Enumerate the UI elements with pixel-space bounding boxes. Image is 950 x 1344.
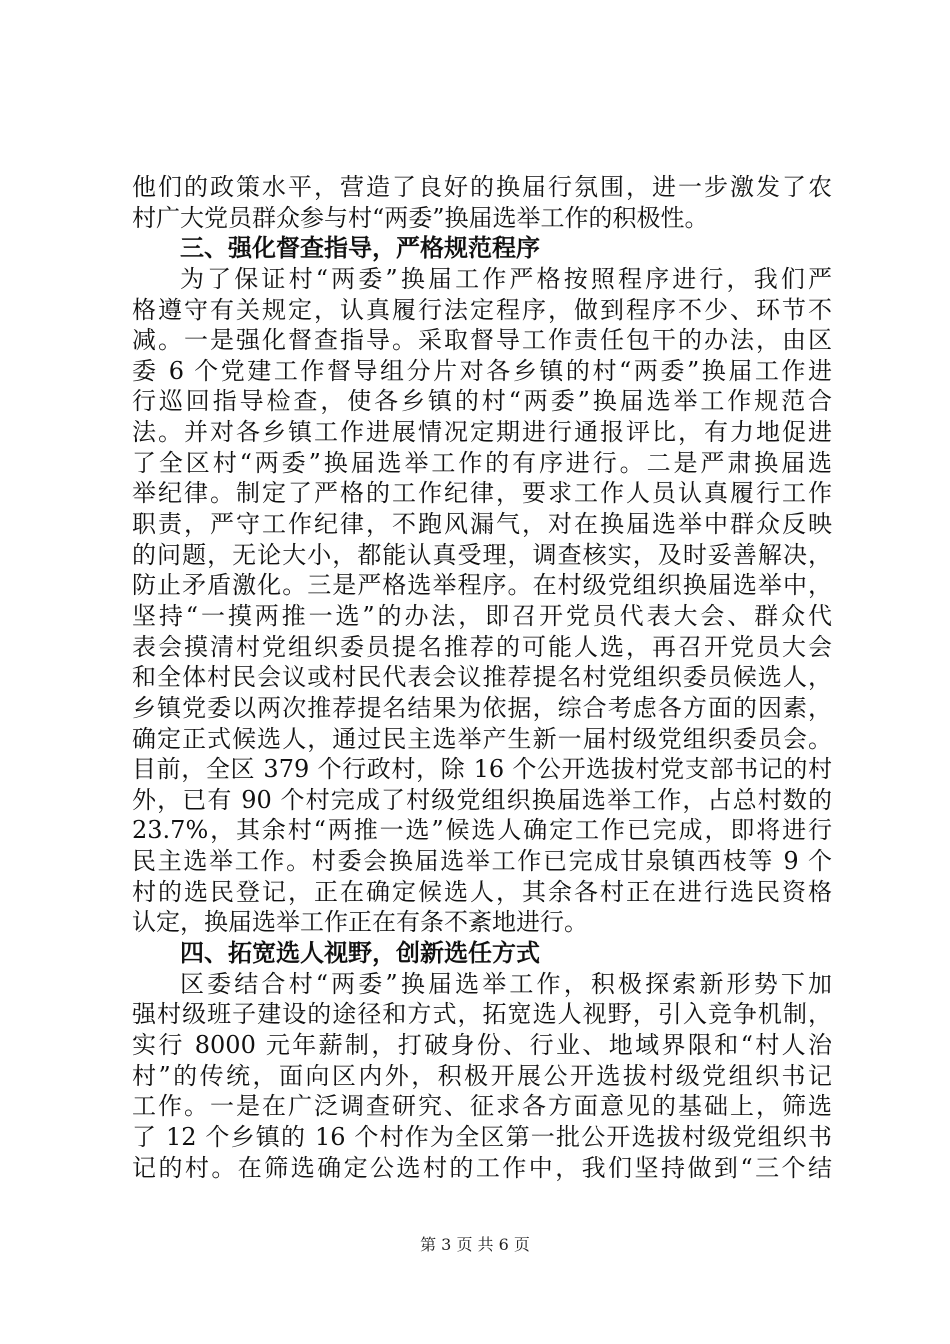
text-line: 了 12 个乡镇的 16 个村作为全区第一批公开选拔村级党组织书 [132, 1122, 832, 1151]
document-body [132, 172, 832, 1183]
text-line: 职责，严守工作纪律，不跑风漏气，对在换届选举中群众反映 [132, 510, 832, 539]
text-line: 认定，换届选举工作正在有条不紊地进行。 [132, 908, 588, 937]
text-line: 为了保证村“两委”换届工作严格按照程序进行，我们严 [180, 264, 832, 293]
text-line: 记的村。在筛选确定公选村的工作中，我们坚持做到“三个结 [132, 1153, 832, 1182]
text-line: 的问题，无论大小，都能认真受理，调查核实，及时妥善解决， [132, 540, 832, 569]
text-line: 防止矛盾激化。三是严格选举程序。在村级党组织换届选举中， [132, 571, 832, 600]
text-line: 村”的传统，面向区内外，积极开展公开选拔村级党组织书记 [132, 1061, 832, 1090]
text-line: 减。一是强化督查指导。采取督导工作责任包干的办法，由区 [132, 326, 832, 355]
text-line: 坚持“一摸两推一选”的办法，即召开党员代表大会、群众代 [132, 601, 832, 630]
text-line: 目前，全区 379 个行政村，除 16 个公开选拔村党支部书记的村 [132, 755, 832, 784]
text-line: 强村级班子建设的途径和方式，拓宽选人视野，引入竞争机制， [132, 1000, 832, 1029]
text-line: 格遵守有关规定，认真履行法定程序，做到程序不少、环节不 [132, 295, 832, 324]
text-line: 村广大党员群众参与村“两委”换届选举工作的积极性。 [132, 203, 709, 232]
text-line: 外，已有 90 个村完成了村级党组织换届选举工作，占总村数的 [132, 785, 832, 814]
text-line: 实行 8000 元年薪制，打破身份、行业、地域界限和“村人治 [132, 1030, 832, 1059]
text-line: 他们的政策水平，营造了良好的换届行氛围，进一步激发了农 [132, 173, 832, 201]
text-line: 法。并对各乡镇工作进展情况定期进行通报评比，有力地促进 [132, 418, 832, 447]
text-line: 乡镇党委以两次推荐提名结果为依据，综合考虑各方面的因素， [132, 693, 832, 722]
text-line: 举纪律。制定了严格的工作纪律，要求工作人员认真履行工作 [132, 479, 832, 508]
section-heading: 四、拓宽选人视野，创新选任方式 [180, 939, 540, 968]
text-line: 委 6 个党建工作督导组分片对各乡镇的村“两委”换届工作进 [132, 356, 832, 385]
text-line: 和全体村民会议或村民代表会议推荐提名村党组织委员候选人， [132, 663, 832, 692]
page-footer: 第 3 页 共 6 页 [420, 1235, 530, 1254]
text-line: 区委结合村“两委”换届选举工作，积极探索新形势下加 [180, 969, 832, 998]
text-line: 行巡回指导检查，使各乡镇的村“两委”换届选举工作规范合 [132, 387, 832, 416]
text-line: 表会摸清村党组织委员提名推荐的可能人选，再召开党员大会 [132, 632, 832, 661]
section-heading: 三、强化督查指导，严格规范程序 [180, 234, 540, 263]
text-line: 确定正式候选人，通过民主选举产生新一届村级党组织委员会。 [132, 724, 832, 753]
text-line: 23.7%，其余村“两推一选”候选人确定工作已完成，即将进行 [132, 816, 832, 845]
text-line: 民主选举工作。村委会换届选举工作已完成甘泉镇西枝等 9 个 [132, 847, 832, 876]
text-line: 村的选民登记，正在确定候选人，其余各村正在进行选民资格 [132, 877, 832, 906]
text-line: 工作。一是在广泛调查研究、征求各方面意见的基础上，筛选 [132, 1092, 832, 1121]
text-line: 了全区村“两委”换届选举工作的有序进行。二是严肃换届选 [132, 448, 832, 477]
